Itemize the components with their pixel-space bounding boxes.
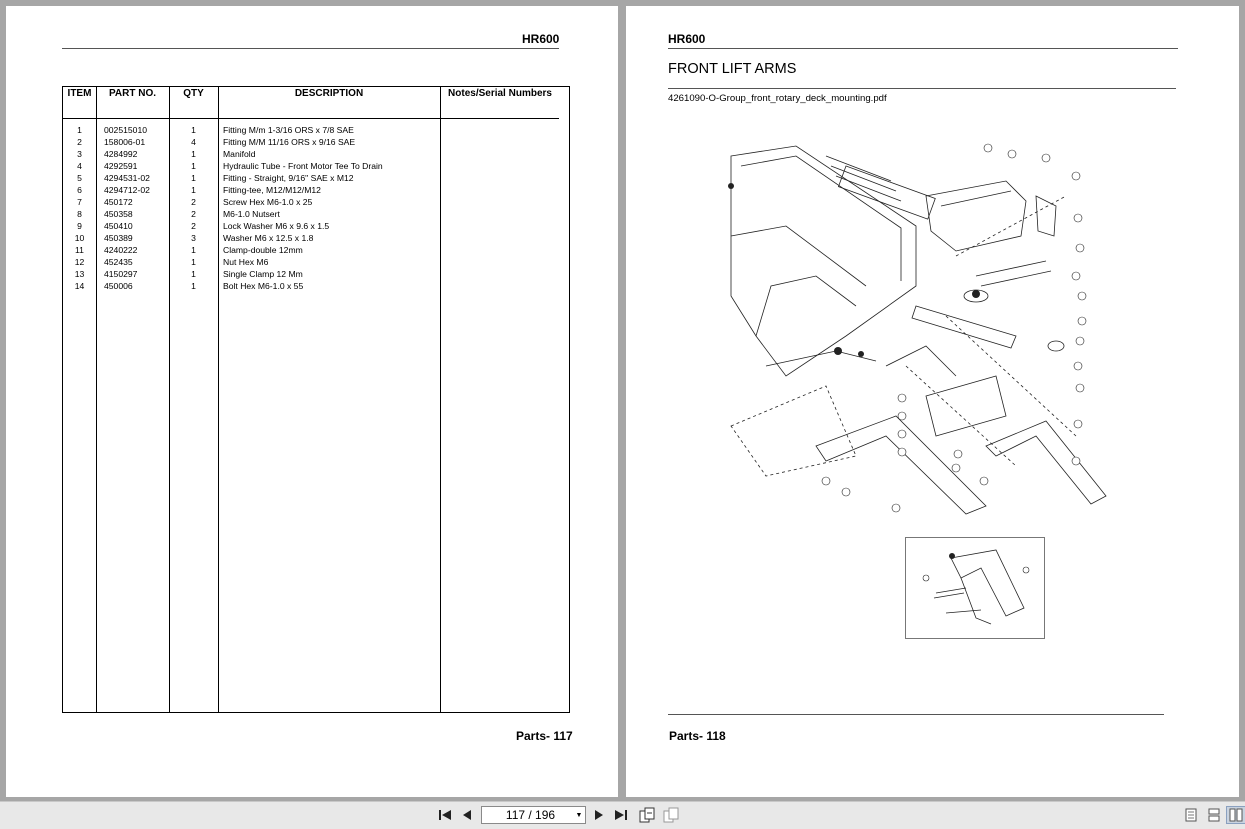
qty-cell: 2 (191, 209, 196, 219)
part-no-cell: 002515010 (104, 125, 148, 135)
viewer-toolbar (0, 801, 1245, 829)
part-no-cell: 4292591 (104, 161, 138, 171)
chevron-down-icon[interactable]: ▼ (575, 811, 583, 819)
table-row (63, 160, 569, 172)
qty-cell: 1 (191, 257, 196, 267)
part-no-cell: 4240222 (104, 245, 138, 255)
table-row (63, 232, 569, 244)
table-row (63, 244, 569, 256)
part-no-cell: 158006-01 (104, 137, 146, 147)
page-footer: Parts- 117 (516, 729, 573, 743)
item-cell: 1 (77, 125, 82, 135)
description-cell: Nut Hex M6 (223, 257, 269, 267)
description-cell: Fitting M/m 1-3/16 ORS x 7/8 SAE (223, 125, 354, 135)
table-row (63, 220, 569, 232)
section-title: FRONT LIFT ARMS (668, 61, 797, 77)
part-no-cell: 4284992 (104, 149, 138, 159)
page-header: HR600 (522, 32, 560, 46)
description-cell: Lock Washer M6 x 9.6 x 1.5 (223, 221, 330, 231)
qty-cell: 1 (191, 281, 196, 291)
description-cell: M6-1.0 Nutsert (223, 209, 280, 219)
header-rule (62, 48, 559, 49)
table-row (63, 268, 569, 280)
page-number-field[interactable] (481, 806, 586, 824)
part-no-cell: 450410 (104, 221, 133, 231)
diagram-filename: 4261090-O-Group_front_rotary_deck_mounting.pdf (668, 93, 887, 104)
parts-rows (63, 124, 569, 292)
next-page-icon[interactable] (589, 806, 609, 824)
item-cell: 2 (77, 137, 82, 147)
item-cell: 9 (77, 221, 82, 231)
first-page-icon[interactable] (435, 806, 455, 824)
item-cell: 11 (75, 245, 84, 255)
description-cell: Fitting M/M 11/16 ORS x 9/16 SAE (223, 137, 356, 147)
description-cell: Bolt Hex M6-1.0 x 55 (223, 281, 304, 291)
table-row (63, 196, 569, 208)
page-header: HR600 (668, 32, 706, 46)
title-rule (668, 88, 1176, 89)
qty-cell: 1 (191, 173, 196, 183)
header-part-no: PART NO. (108, 88, 157, 99)
table-row (63, 256, 569, 268)
exploded-parts-diagram (726, 136, 1116, 521)
item-cell: 5 (77, 173, 82, 183)
fit-page-icon[interactable] (637, 806, 657, 824)
part-no-cell: 4294712-02 (104, 185, 150, 195)
last-page-icon[interactable] (611, 806, 631, 824)
part-no-cell: 4294531-02 (104, 173, 150, 183)
table-row (63, 208, 569, 220)
qty-cell: 3 (191, 233, 196, 243)
item-cell: 14 (74, 281, 85, 291)
single-page-view-icon[interactable] (1181, 806, 1201, 824)
table-row (63, 184, 569, 196)
part-no-cell: 452435 (104, 257, 133, 267)
qty-cell: 1 (191, 149, 196, 159)
footer-rule (668, 714, 1164, 715)
item-cell: 12 (74, 257, 85, 267)
parts-table (62, 86, 570, 713)
part-no-cell: 4150297 (104, 269, 138, 279)
item-cell: 4 (77, 161, 82, 171)
qty-cell: 1 (191, 125, 196, 135)
table-row (63, 172, 569, 184)
description-cell: Single Clamp 12 Mm (223, 269, 303, 279)
fit-width-icon[interactable] (661, 806, 681, 824)
header-description: DESCRIPTION (294, 88, 364, 99)
detail-inset-drawing (906, 538, 1044, 638)
description-cell: Hydraulic Tube - Front Motor Tee To Drain (223, 161, 383, 171)
continuous-view-icon[interactable] (1204, 806, 1224, 824)
table-row (63, 124, 569, 136)
description-cell: Washer M6 x 12.5 x 1.8 (223, 233, 314, 243)
two-page-view-icon[interactable] (1226, 806, 1245, 824)
qty-cell: 1 (191, 185, 196, 195)
qty-cell: 1 (191, 161, 196, 171)
header-rule (668, 48, 1178, 49)
description-cell: Screw Hex M6-1.0 x 25 (223, 197, 313, 207)
part-no-cell: 450006 (104, 281, 133, 291)
qty-cell: 2 (191, 221, 196, 231)
header-item: ITEM (67, 88, 92, 99)
qty-cell: 2 (191, 197, 196, 207)
qty-cell: 4 (191, 137, 196, 147)
description-cell: Clamp-double 12mm (223, 245, 303, 255)
qty-cell: 1 (191, 269, 196, 279)
table-row (63, 280, 569, 292)
header-divider (63, 118, 559, 119)
part-no-cell: 450358 (104, 209, 133, 219)
page-indicator: 117 / 196 (505, 808, 556, 822)
table-row (63, 136, 569, 148)
description-cell: Fitting - Straight, 9/16" SAE x M12 (223, 173, 354, 183)
item-cell: 10 (74, 233, 85, 243)
item-cell: 6 (77, 185, 82, 195)
item-cell: 13 (74, 269, 85, 279)
table-row (63, 148, 569, 160)
item-cell: 3 (77, 149, 82, 159)
detail-inset (905, 537, 1045, 639)
qty-cell: 1 (191, 245, 196, 255)
part-no-cell: 450389 (104, 233, 133, 243)
description-cell: Manifold (223, 149, 256, 159)
header-qty: QTY (183, 88, 204, 99)
prev-page-icon[interactable] (457, 806, 477, 824)
header-notes: Notes/Serial Numbers (448, 88, 552, 99)
part-no-cell: 450172 (104, 197, 133, 207)
item-cell: 7 (77, 197, 82, 207)
page-footer: Parts- 118 (669, 729, 726, 743)
item-cell: 8 (77, 209, 82, 219)
description-cell: Fitting-tee, M12/M12/M12 (223, 185, 321, 195)
right-page (626, 6, 1239, 797)
left-page (6, 6, 618, 797)
